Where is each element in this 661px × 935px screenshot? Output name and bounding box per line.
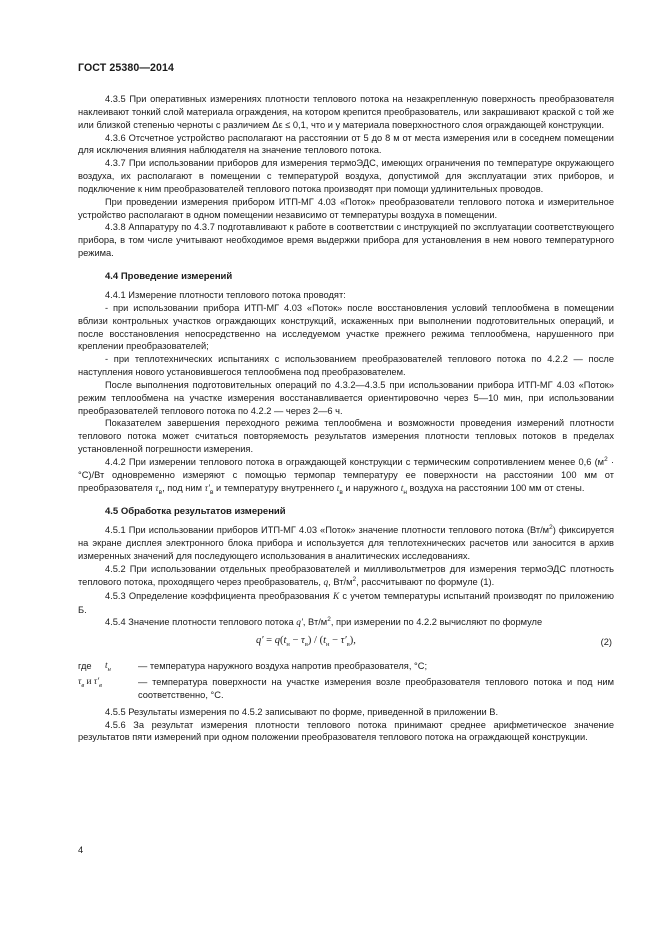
page-header-standard-id: ГОСТ 25380—2014 — [78, 62, 175, 74]
paragraph-4-5-1: 4.5.1 При использовании приборов ИТП-МГ 4.03 «Поток» значение плотности теплового потока $(Вт/м^2)$ фиксируется на экране дисплея электронного блока прибора и используется для теплотехнических расчетов или заносится в архив измеренных значений для последующего использования в аналитических исследованиях. — [78, 524, 614, 562]
paragraph-4-4-2: 4.4.2 При измерении теплового потока в ограждающей конструкции с термическим сопротивлением менее 0,6 $(м^2 \cdot ^\circ С)/Вт$ одновременно измеряют с помощью термопар температуру ее поверхности на расстоянии 100 мм от преобразователя $\tau_в$, под ним $\tau'_в$ и температуру внутреннего $t_в$ и наружного $t_н$ воздуха на расстоянии 100 мм от стены. — [78, 455, 615, 496]
paragraph-4-3-7-continued: При проведении измерения прибором ИТП-МГ 4.03 «Поток» преобразователи теплового потока и измерительное устройство располагают в одном помещении независимо от температуры воздуха в помещении. — [78, 196, 614, 220]
legend-symbol-t-n: $t_н$ — [105, 661, 111, 674]
paragraph-4-3-6: 4.3.6 Отсчетное устройство располагают на расстоянии от 5 до 8 м от места измерения или в соседнем помещении для исключения влияния наблюдателя на значение теплового потока. — [78, 132, 614, 156]
paragraph-4-5-6: 4.5.6 За результат измерения плотности теплового потока принимают среднее арифметическое значение результатов пяти измерений при одном положении преобразователя теплового потока на ограждающей конструкции. — [78, 719, 614, 743]
paragraph-4-4-1-recovery-time: После выполнения подготовительных операций по 4.3.2—4.3.5 при использовании прибора ИТП-МГ 4.03 «Поток» режим теплообмена на участке измерения восстанавливается ориентировочно через 5—10 мин, при использовании преобразователей теплового потока по 4.2.2 — через 2—6 ч. — [78, 379, 614, 416]
formula-2: $q' = q(t_н - \tau_в) / (t_н - \tau'_в)$, — [256, 635, 356, 649]
page-number: 4 — [78, 845, 84, 855]
formula-2-row — [78, 633, 614, 655]
paragraph-4-3-7: 4.3.7 При использовании приборов для измерения термоЭДС, имеющих ограничения по температуре окружающего воздуха, их располагают в помещении с температурой воздуха, допустимой для эксплуатации этих приборов, и подключение к ним преобразователей теплового потока производят при помощи удлинительных проводов. — [78, 158, 614, 194]
formula-2-number: (2) — [600, 637, 612, 648]
legend-where-word: где — [78, 661, 92, 672]
legend-symbol-tau: $\tau_в$ и $\tau'_в$ — [78, 677, 102, 689]
paragraph-4-4-1-item-b: - при теплотехнических испытаниях с использованием преобразователей теплового потока по 4.2.2 — после наступления нового установившегося теплообмена под преобразователем. — [78, 354, 614, 378]
formula-legend — [78, 660, 614, 702]
legend-row-tau — [78, 676, 614, 702]
legend-definition-tau: — температура поверхности на участке измерения возле преобразователя теплового потока и под ним соответственно, °С. — [138, 677, 614, 700]
paragraph-4-4-1: 4.4.1 Измерение плотности теплового потока проводят: — [105, 289, 346, 300]
paragraph-4-5-3: 4.5.3 Определение коэффициента преобразования K с учетом температуры испытаний производят по приложению Б. — [78, 590, 614, 615]
paragraph-4-5-5: 4.5.5 Результаты измерения по 4.5.2 записывают по форме, приведенной в приложении В. — [105, 706, 499, 717]
section-heading-4-4: 4.4 Проведение измерений — [105, 270, 233, 282]
paragraph-4-5-2: 4.5.2 При использовании отдельных преобразователей и милливольтметров для измерения термоЭДС плотность теплового потока, проходящего через преобразователь, q, $Вт/м^2$, рассчитывают по формуле (1). — [78, 564, 614, 588]
paragraph-4-3-8: 4.3.8 Аппаратуру по 4.3.7 подготавливают к работе в соответствии с инструкцией по эксплуатации соответствующего прибора, в том числе учитывают необходимое время выдержки прибора для установления в нем нового температурного режима. — [78, 222, 614, 259]
legend-row-t-n — [78, 660, 614, 673]
legend-definition-t-n: — температура наружного воздуха напротив преобразователя, °С; — [138, 661, 428, 672]
paragraph-4-3-5: 4.3.5 При оперативных измерениях плотности теплового потока на незакрепленную поверхность преобразователя наклеивают тонкий слой материала ограждения, на котором крепится преобразователь, или закрашивают краской с той же или близкой степенью черноты с различием Δε ≤ 0,1, что и у материала поверхностного слоя ограждающей конструкции. — [78, 94, 614, 130]
paragraph-4-4-1-transition-indicator: Показателем завершения переходного режима теплообмена и возможности проведения измерений плотности теплового потока может считаться повторяемость результатов измерения плотности тепловых потоков в пределах установленной погрешности измерения. — [78, 418, 614, 455]
paragraph-4-5-4: 4.5.4 Значение плотности теплового потока q′, $Вт/м^2$, при измерении по 4.2.2 вычисляют по формуле — [105, 616, 543, 629]
section-heading-4-5: 4.5 Обработка результатов измерений — [105, 506, 286, 518]
page-body — [78, 93, 614, 744]
paragraph-4-4-1-item-a: - при использовании прибора ИТП-МГ 4.03 «Поток» после восстановления условий теплообмена в помещении вблизи контрольных участков ограждающих конструкций, искаженных при выполнении подготовительных операций, и после восстановления непосредственно на исследуемом участке прежнего режима теплообмена, нарушенного при креплении преобразователей; — [78, 302, 614, 352]
